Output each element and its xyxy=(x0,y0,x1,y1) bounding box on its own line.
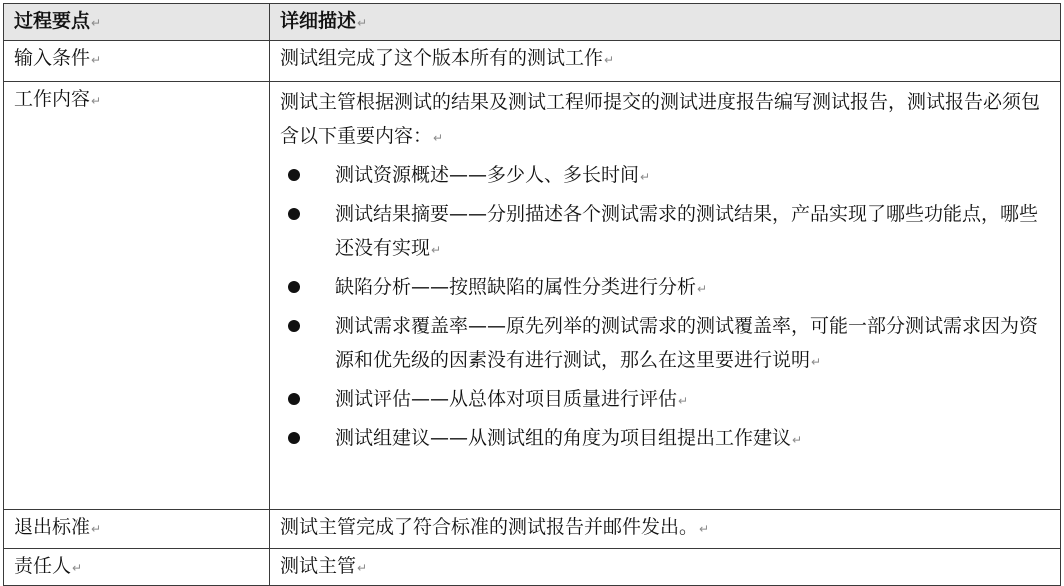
table-row-exit-criteria xyxy=(4,510,1061,549)
paragraph-mark-icon: ↵ xyxy=(640,170,651,184)
list-item-text: 缺陷分析——按照缺陷的属性分类进行分析 xyxy=(335,276,697,298)
work-items-list xyxy=(280,158,1050,457)
paragraph-mark-icon: ↵ xyxy=(357,561,368,575)
row-description: 测试主管完成了符合标准的测试报告并邮件发出。 xyxy=(280,516,699,538)
paragraph-mark-icon: ↵ xyxy=(678,394,689,408)
process-table xyxy=(3,3,1061,586)
row-label-cell xyxy=(4,510,270,549)
paragraph-mark-icon: ↵ xyxy=(604,53,615,67)
paragraph-mark-icon: ↵ xyxy=(91,53,102,67)
row-label: 退出标准 xyxy=(14,516,91,538)
header-row xyxy=(4,4,1061,41)
paragraph-mark-icon: ↵ xyxy=(431,243,442,257)
row-label: 输入条件 xyxy=(14,47,91,69)
list-item-text: 测试组建议——从测试组的角度为项目组提出工作建议 xyxy=(335,427,792,449)
bullet-icon xyxy=(288,320,300,332)
bullet-icon xyxy=(288,393,300,405)
list-item-text: 测试需求覆盖率——原先列举的测试需求的测试覆盖率，可能一部分测试需求因为资源和优先级的因素没有进行测试，那么在这里要进行说明 xyxy=(335,315,1039,371)
list-item-text: 测试结果摘要——分别描述各个测试需求的测试结果，产品实现了哪些功能点，哪些还没有实现 xyxy=(335,203,1039,259)
header-label: 过程要点 xyxy=(14,10,91,32)
row-label-cell xyxy=(4,82,270,510)
list-item xyxy=(280,421,1050,457)
paragraph-mark-icon: ↵ xyxy=(699,522,710,536)
paragraph-mark-icon: ↵ xyxy=(91,94,102,108)
list-item-text: 测试评估——从总体对项目质量进行评估 xyxy=(335,388,678,410)
row-label-cell xyxy=(4,41,270,82)
table-row-responsible-person xyxy=(4,549,1061,586)
work-intro-text: 测试主管根据测试的结果及测试工程师提交的测试进度报告编写测试报告，测试报告必须包含以下重要内容： xyxy=(280,91,1041,147)
table-row-input-conditions xyxy=(4,41,1061,82)
paragraph-mark-icon: ↵ xyxy=(433,131,444,145)
list-item xyxy=(280,270,1050,306)
row-description-cell xyxy=(270,549,1061,586)
row-label-cell xyxy=(4,549,270,586)
list-item xyxy=(280,309,1050,379)
header-cell-description xyxy=(270,4,1061,41)
list-item xyxy=(280,382,1050,418)
bullet-icon xyxy=(288,169,300,181)
row-description: 测试主管 xyxy=(280,555,357,577)
paragraph-mark-icon: ↵ xyxy=(91,16,102,30)
paragraph-mark-icon: ↵ xyxy=(72,561,83,575)
paragraph-mark-icon: ↵ xyxy=(357,16,368,30)
list-item xyxy=(280,197,1050,267)
bullet-icon xyxy=(288,432,300,444)
table-row-work-content xyxy=(4,82,1061,510)
paragraph-mark-icon: ↵ xyxy=(792,433,803,447)
paragraph-mark-icon: ↵ xyxy=(697,282,708,296)
paragraph-mark-icon: ↵ xyxy=(91,522,102,536)
row-description-cell xyxy=(270,82,1061,510)
row-label: 工作内容 xyxy=(14,88,91,110)
header-cell-process-point xyxy=(4,4,270,41)
bullet-icon xyxy=(288,208,300,220)
work-intro-paragraph xyxy=(280,85,1050,155)
row-description-cell xyxy=(270,510,1061,549)
header-label: 详细描述 xyxy=(280,10,357,32)
row-description-cell xyxy=(270,41,1061,82)
list-item-text: 测试资源概述——多少人、多长时间 xyxy=(335,164,640,186)
list-item xyxy=(280,158,1050,194)
row-description: 测试组完成了这个版本所有的测试工作 xyxy=(280,47,604,69)
row-label: 责任人 xyxy=(14,555,72,577)
bullet-icon xyxy=(288,281,300,293)
paragraph-mark-icon: ↵ xyxy=(811,355,822,369)
